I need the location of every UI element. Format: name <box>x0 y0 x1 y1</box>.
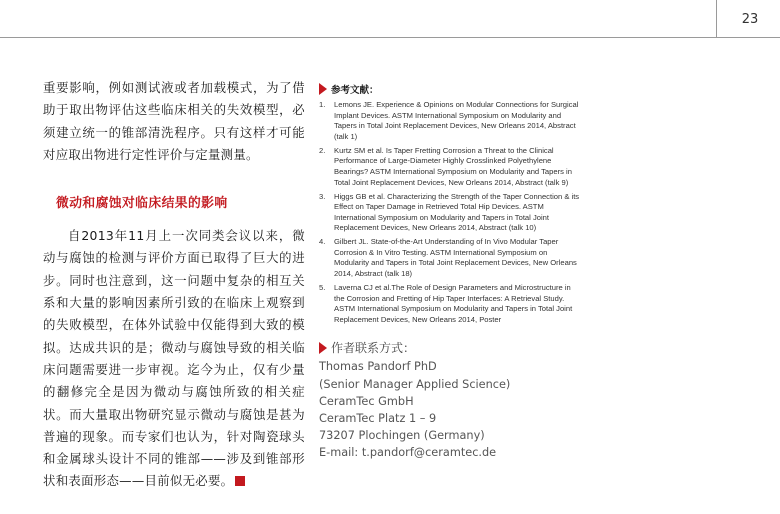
contact-position: (Senior Manager Applied Science) <box>319 377 511 391</box>
contact-block <box>319 358 581 461</box>
reference-number: 4. <box>319 237 326 247</box>
reference-item <box>319 237 581 279</box>
page-number: 23 <box>741 12 759 27</box>
references-list <box>319 100 581 325</box>
header-rule <box>0 37 780 38</box>
reference-item <box>319 283 581 325</box>
contact-email[interactable]: E-mail: t.pandorf@ceramtec.de <box>319 446 497 460</box>
reference-number: 1. <box>319 100 326 109</box>
contact-company: CeramTec GmbH <box>319 394 414 408</box>
reference-number: 3. <box>319 191 326 201</box>
contact-name: Thomas Pandorf PhD <box>319 360 437 374</box>
page-number-divider <box>716 0 717 37</box>
reference-number: 5. <box>319 283 326 293</box>
reference-item <box>319 146 581 188</box>
references-header <box>319 82 581 96</box>
body-paragraph <box>43 225 305 493</box>
body-paragraph-text: 自2013年11月上一次同类会议以来，微动与腐蚀的检测与评价方面已取得了巨大的进步。同时也注意到，这一问题中复杂的相互关系和大量的影响因素所引致的在临床上观察到的失败模型，在体外试验中仅能得到大致的模拟。达成共识的是；微动与腐蚀导致的相关临床问题需要进一步审视。迄今为止，仅有少量的翻修完全是因为微动与腐蚀所致的相关症状。而大量取出物研究显示微动与腐蚀是甚为普遍的现象。而专家们也认为，针对陶瓷球头和金属球头设计不同的锥部——涉及到锥部形状和表面形态——目前似无必要。 <box>43 228 305 489</box>
contact-header <box>319 339 581 356</box>
references-title: 参考文献： <box>331 85 379 96</box>
reference-item <box>319 100 581 142</box>
reference-text: Kurtz SM et al. Is Taper Fretting Corrosion a Threat to the Clinical Performance of Large-Diameter Highly Crosslinked Polyethylene Bearings? ASTM International Symposium on Modularity and Tapers in Total Joint Replacement Devices, New Orleans 2014, Abstract (talk 9) <box>334 145 572 187</box>
red-triangle-arrow-icon <box>319 83 327 95</box>
contact-city: 73207 Plochingen (Germany) <box>319 429 485 443</box>
contact-title: 作者联系方式： <box>331 341 416 356</box>
red-triangle-arrow-icon <box>319 342 327 354</box>
intro-paragraph: 重要影响，例如测试液或者加载模式，为了借助于取出物评估这些临床相关的失效模型，必须建立统一的锥部清洗程序。只有这样才可能对应取出物进行定性评价与定量测量。 <box>43 80 305 162</box>
reference-item <box>319 192 581 234</box>
section-heading: 微动和腐蚀对临床结果的影响 <box>56 196 228 212</box>
reference-text: Lemons JE. Experience & Opinions on Modular Connections for Surgical Implant Devices. ASTM International Symposium on Modularity and Tapers in Total Joint Replacement Devices, New Orleans 2014, Abstract (talk 1) <box>334 100 579 141</box>
reference-number: 2. <box>319 145 326 155</box>
reference-text: Gilbert JL. State-of-the-Art Understanding of In Vivo Modular Taper Corrosion & In Vitro Testing. ASTM International Symposium on Modularity and Tapers in Total Joint Replacement Devices, New Orleans 2014, Abstract (talk 18) <box>334 237 577 279</box>
contact-street: CeramTec Platz 1 – 9 <box>319 412 437 426</box>
main-text-column <box>43 77 305 493</box>
reference-text: Laverna CJ et al.The Role of Design Parameters and Microstructure in the Corrosion and Fretting of Hip Taper Interfaces: A Retrieval Study. ASTM International Symposium on Modularity and Tapers in Total Joint Replacement Devices, New Orleans 2014, Poster <box>334 283 573 324</box>
reference-text: Higgs GB et al. Characterizing the Strength of the Taper Connection & its Effect on Taper Damage in Retrieved Total Hip Devices. ASTM International Symposium on Modularity and Tapers in Total Joint Replacement Devices, New Orleans 2014, Abstract (talk 10) <box>334 191 580 233</box>
end-of-article-icon <box>235 476 245 486</box>
sidebar-column <box>319 82 581 462</box>
